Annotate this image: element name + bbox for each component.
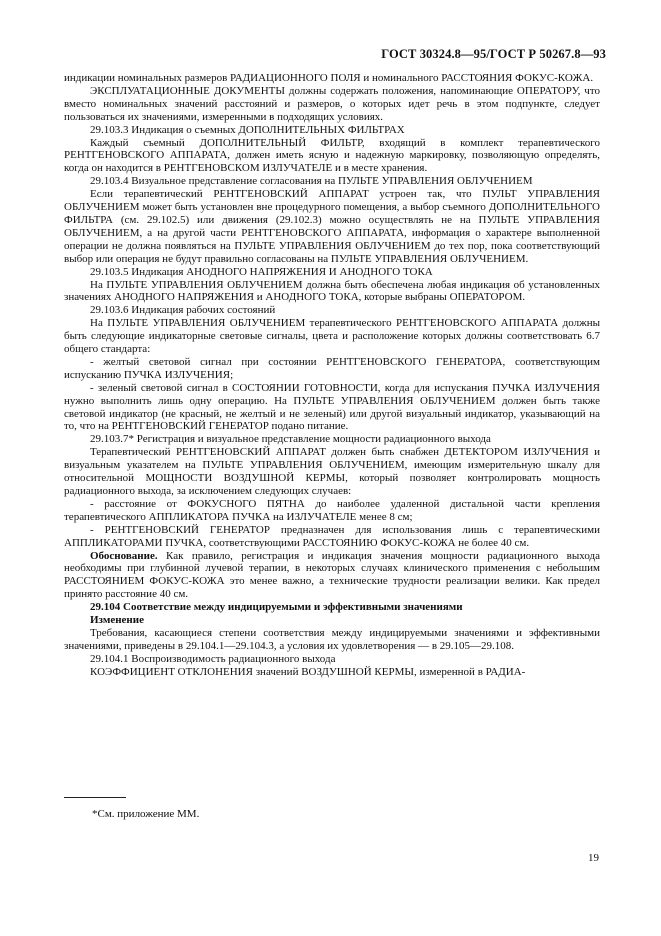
paragraph: На ПУЛЬТЕ УПРАВЛЕНИЯ ОБЛУЧЕНИЕМ должна быть обеспечена любая индикация об установленных значениях АНОДНОГО НАПРЯЖЕНИЯ и АНОДНОГО ТОКА, которые выбраны ОПЕРАТОРОМ.	[64, 278, 600, 304]
section-heading: 29.104 Соответствие между индицируемыми и эффективными значениями	[90, 601, 463, 614]
rationale-text: Как правило, регистрация и индикация значения мощности радиационного выхода необходимы при глубинной лучевой терапии, в некоторых случаях клинического применения с небольшим РАССТОЯНИЕМ ФОКУС-КОЖА это менее важно, а технические трудности реализации велики. Как предел принято расстояние 40 см.	[64, 549, 600, 601]
clause-heading: 29.103.5 Индикация АНОДНОГО НАПРЯЖЕНИЯ И АНОДНОГО ТОКА	[90, 265, 433, 278]
clause-heading: 29.103.7* Регистрация и визуальное представление мощности радиационного выхода	[90, 433, 491, 446]
rationale-label: Обоснование.	[90, 549, 158, 562]
paragraph: На ПУЛЬТЕ УПРАВЛЕНИЯ ОБЛУЧЕНИЕМ терапевтического РЕНТГЕНОВСКОГО АППАРАТА должны быть следующие индикаторные световые сигналы, цвета и расположение которых должны соответствовать 6.7 общего стандарта:	[64, 317, 600, 356]
rationale-paragraph	[64, 550, 600, 602]
clause-heading: 29.104.1 Воспроизводимость радиационного выхода	[90, 652, 336, 665]
clause-heading: 29.103.6 Индикация рабочих состояний	[90, 304, 276, 317]
document-body	[64, 72, 600, 679]
list-item: - зеленый световой сигнал в СОСТОЯНИИ ГОТОВНОСТИ, когда для испускания ПУЧКА ИЗЛУЧЕНИЯ нужно выполнить лишь одну операцию. На ПУЛЬТЕ УПРАВЛЕНИЯ ОБЛУЧЕНИЕМ должен быть также световой индикатор (не красный, не желтый и не зеленый) или другой визуальный индикатор, указывающий на то, что на РЕНТГЕНОВСКИЙ ГЕНЕРАТОР подано питание.	[64, 381, 600, 433]
paragraph: индикации номинальных размеров РАДИАЦИОННОГО ПОЛЯ и номинального РАССТОЯНИЯ ФОКУС-КОЖА.	[64, 72, 594, 84]
paragraph: Требования, касающиеся степени соответствия между индицируемыми значениями и эффективными значениями, приведены в 29.104.1—29.104.3, а условия их удовлетворения — в 29.105—29.108.	[64, 626, 600, 652]
amendment-label: Изменение	[90, 614, 144, 627]
list-item: - расстояние от ФОКУСНОГО ПЯТНА до наиболее удаленной дистальной части крепления терапевтического АППЛИКАТОРА ПУЧКА на ИЗЛУЧАТЕЛЕ менее 8 см;	[64, 497, 600, 523]
paragraph: Если терапевтический РЕНТГЕНОВСКИЙ АППАРАТ устроен так, что ПУЛЬТ УПРАВЛЕНИЯ ОБЛУЧЕНИЕМ может быть установлен вне процедурного помещения, а выбор съемного ДОПОЛНИТЕЛЬНОГО ФИЛЬТРА (см. 29.102.5) или движения (29.102.3) можно осуществлять не на ПУЛЬТЕ УПРАВЛЕНИЯ ОБЛУЧЕНИЕМ, а на другой части РЕНТГЕНОВСКОГО АППАРАТА, информация о характере выполненной операции не должна появляться на ПУЛЬТЕ УПРАВЛЕНИЯ ОБЛУЧЕНИЕМ до тех пор, пока соответствующий выбор или операция не будут правильно согласованы на ПУЛЬТЕ УПРАВЛЕНИЯ ОБЛУЧЕНИЕМ.	[64, 188, 600, 265]
list-item: - желтый световой сигнал при состоянии РЕНТГЕНОВСКОГО ГЕНЕРАТОРА, соответствующим испусканию ПУЧКА ИЗЛУЧЕНИЯ;	[64, 355, 600, 381]
paragraph: КОЭФФИЦИЕНТ ОТКЛОНЕНИЯ значений ВОЗДУШНОЙ КЕРМЫ, измеренной в РАДИА-	[90, 665, 526, 678]
list-item: - РЕНТГЕНОВСКИЙ ГЕНЕРАТОР предназначен для использования лишь с терапевтическими АППЛИКАТОРАМИ ПУЧКА, соответствующими РАССТОЯНИЮ ФОКУС-КОЖА не более 40 см.	[64, 523, 600, 549]
footnote-separator	[64, 797, 126, 798]
clause-heading: 29.103.3 Индикация о съемных ДОПОЛНИТЕЛЬНЫХ ФИЛЬТРАХ	[90, 123, 405, 136]
clause-heading: 29.103.4 Визуальное представление согласования на ПУЛЬТЕ УПРАВЛЕНИЯ ОБЛУЧЕНИЕМ	[90, 175, 533, 188]
paragraph: Терапевтический РЕНТГЕНОВСКИЙ АППАРАТ должен быть снабжен ДЕТЕКТОРОМ ИЗЛУЧЕНИЯ и визуальным указателем на ПУЛЬТЕ УПРАВЛЕНИЯ ОБЛУЧЕНИЕМ, имеющим измерительную шкалу для относительной МОЩНОСТИ ВОЗДУШНОЙ КЕРМЫ, который позволяет контролировать мощность радиационного выхода, за исключением следующих случаев:	[64, 446, 600, 497]
footnote: *См. приложение ММ.	[92, 808, 200, 820]
standard-header: ГОСТ 30324.8—95/ГОСТ Р 50267.8—93	[381, 47, 606, 61]
page-number: 19	[588, 852, 599, 864]
paragraph: Каждый съемный ДОПОЛНИТЕЛЬНЫЙ ФИЛЬТР, входящий в комплект терапевтического РЕНТГЕНОВСКОГО АППАРАТА, должен иметь ясную и надежную маркировку, позволяющую определять, когда он находится в РЕНТГЕНОВСКОМ ИЗЛУЧАТЕЛЕ и в месте хранения.	[64, 136, 600, 175]
paragraph: ЭКСПЛУАТАЦИОННЫЕ ДОКУМЕНТЫ должны содержать положения, напоминающие ОПЕРАТОРУ, что вместо номинальных значений расстояний и размеров, о которых идет речь в этом подпункте, следует пользоваться их значениями, измеренными в подходящих условиях.	[64, 84, 600, 123]
